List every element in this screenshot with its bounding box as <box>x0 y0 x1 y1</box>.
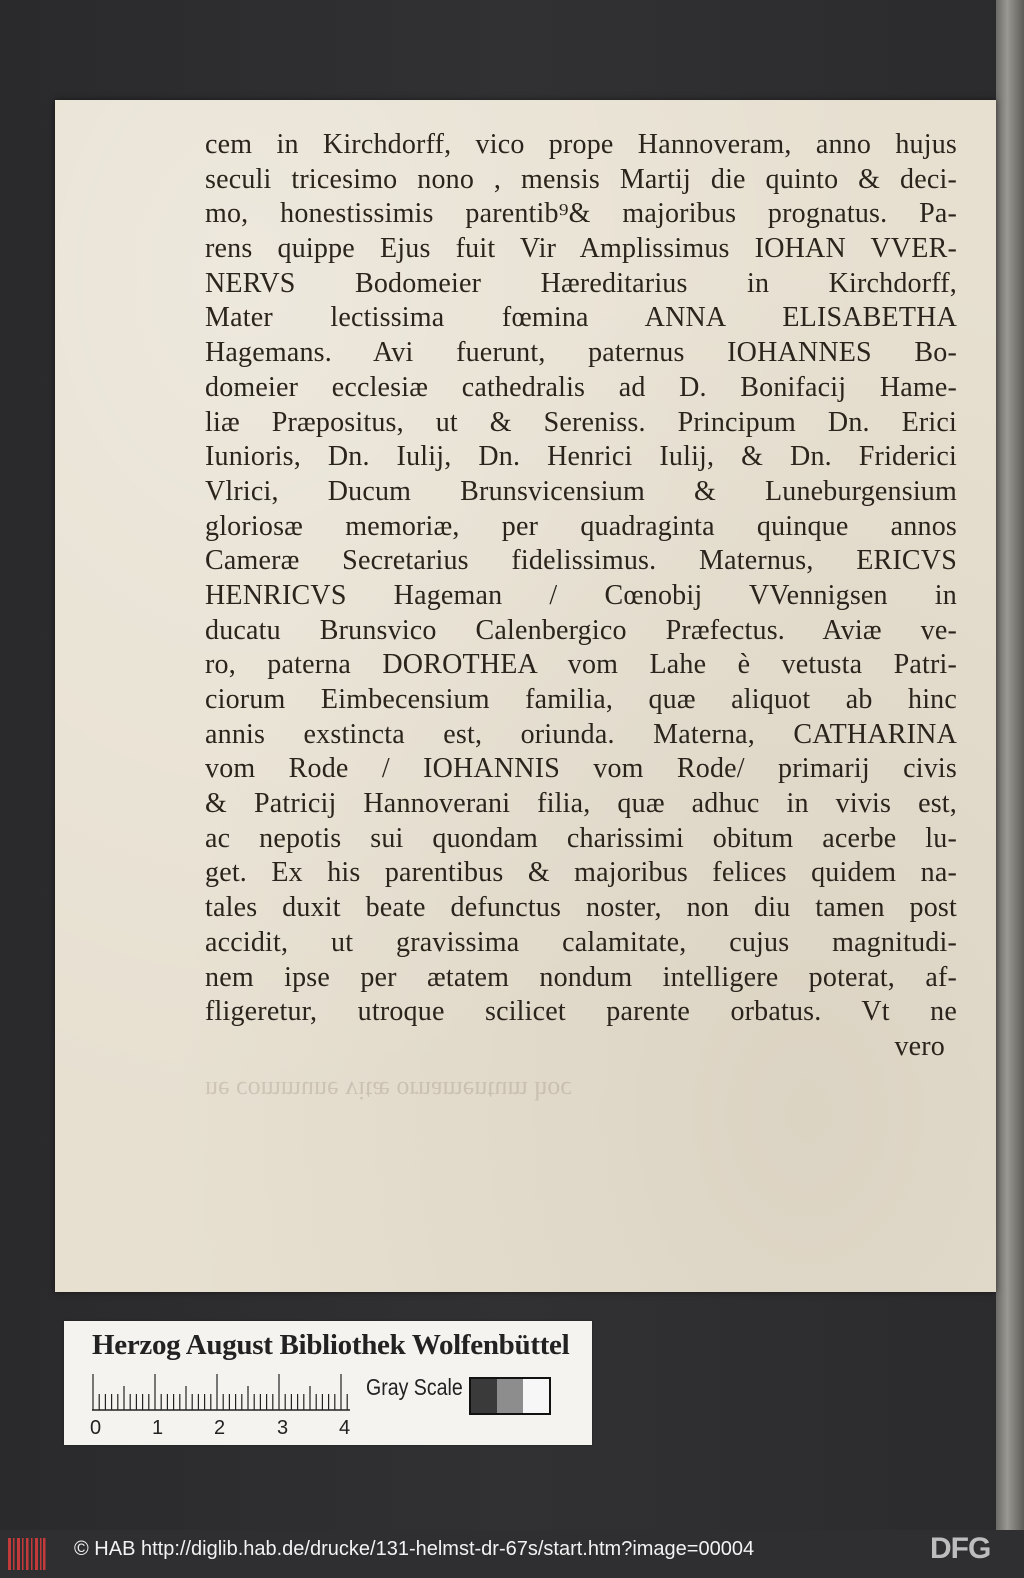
text-line: Hagemans. Avi fuerunt, paternus IOHANNES Bo- <box>205 337 957 369</box>
ruler-number: 0 <box>90 1417 102 1439</box>
ruler-number: 4 <box>339 1417 351 1439</box>
gray-scale-swatches <box>469 1377 551 1415</box>
catchword: vero <box>894 1030 945 1062</box>
text-line: HENRICVS Hageman / Cœnobij VVennigsen in <box>205 579 957 611</box>
text-line: rens quippe Ejus fuit Vir Amplissimus IOHAN VVER- <box>205 233 957 265</box>
barcode-icon <box>6 1534 48 1574</box>
dfg-logo: DFG <box>930 1532 991 1565</box>
library-color-card <box>64 1321 592 1445</box>
text-line: Mater lectissima fœmina ANNA ELISABETHA <box>205 302 957 334</box>
ruler-number: 3 <box>277 1417 289 1439</box>
text-line: tales duxit beate defunctus noster, non diu tamen post <box>205 892 957 924</box>
text-line: vom Rode / IOHANNIS vom Rode/ primarij civis <box>205 753 957 785</box>
gray-scale-label: Gray Scale <box>366 1374 463 1400</box>
text-line: domeier ecclesiæ cathedralis ad D. Bonifacij Hame- <box>205 371 957 403</box>
swatch-light <box>523 1379 549 1413</box>
text-line: Vlrici, Ducum Brunsvicensium & Luneburgensium <box>205 475 957 507</box>
text-line: seculi tricesimo nono , mensis Martij die quinto & deci- <box>205 163 957 195</box>
text-line: get. Ex his parentibus & majoribus felices quidem na- <box>205 857 957 889</box>
text-line: NERVS Bodomeier Hæreditarius in Kirchdorff, <box>205 267 957 299</box>
text-line: liæ Præpositus, ut & Sereniss. Principum Dn. Erici <box>205 406 957 438</box>
text-line: ciorum Eimbecensium familia, quæ aliquot ab hinc <box>205 684 957 715</box>
text-line: cem in Kirchdorff, vico prope Hannoveram, anno hujus <box>205 129 957 160</box>
text-line: annis exstincta est, oriunda. Materna, CATHARINA <box>205 718 957 750</box>
text-line: ducatu Brunsvico Calenbergico Præfectus. Aviæ ve- <box>205 614 957 646</box>
copyright-url[interactable]: © HAB http://diglib.hab.de/drucke/131-helmst-dr-67s/start.htm?image=00004 <box>74 1538 755 1560</box>
text-line: mo, honestissimis parentib⁹& majoribus prognatus. Pa- <box>205 198 957 230</box>
library-name: Herzog August Bibliothek Wolfenbüttel <box>92 1329 570 1361</box>
page-text <box>205 128 957 1065</box>
document-page <box>55 100 996 1292</box>
measurement-ruler <box>92 1374 352 1414</box>
next-page-edge <box>996 0 1024 1530</box>
text-line: nem ipse per ætatem nondum intelligere poterat, af- <box>205 961 957 993</box>
text-line: & Patricij Hannoverani filia, quæ adhuc in vivis est, <box>205 788 957 820</box>
text-line: ro, paterna DOROTHEA vom Lahe è vetusta Patri- <box>205 649 957 681</box>
swatch-mid <box>497 1379 523 1413</box>
text-line: fligeretur, utroque scilicet parente orbatus. Vt ne <box>205 996 957 1028</box>
ruler-numbers <box>90 1417 360 1441</box>
text-line: Cameræ Secretarius fidelissimus. Maternus, ERICVS <box>205 545 957 577</box>
ruler-number: 1 <box>152 1417 164 1439</box>
show-through-bleed: ne commune vitæ ornamentum hoc <box>205 1076 572 1105</box>
text-line: gloriosæ memoriæ, per quadraginta quinque annos <box>205 510 957 542</box>
swatch-dark <box>471 1379 497 1413</box>
text-line: accidit, ut gravissima calamitate, cujus magnitudi- <box>205 926 957 958</box>
ruler-number: 2 <box>214 1417 226 1439</box>
text-line: Iunioris, Dn. Iulij, Dn. Henrici Iulij, & Dn. Friderici <box>205 441 957 473</box>
text-line: ac nepotis sui quondam charissimi obitum acerbe lu- <box>205 822 957 854</box>
